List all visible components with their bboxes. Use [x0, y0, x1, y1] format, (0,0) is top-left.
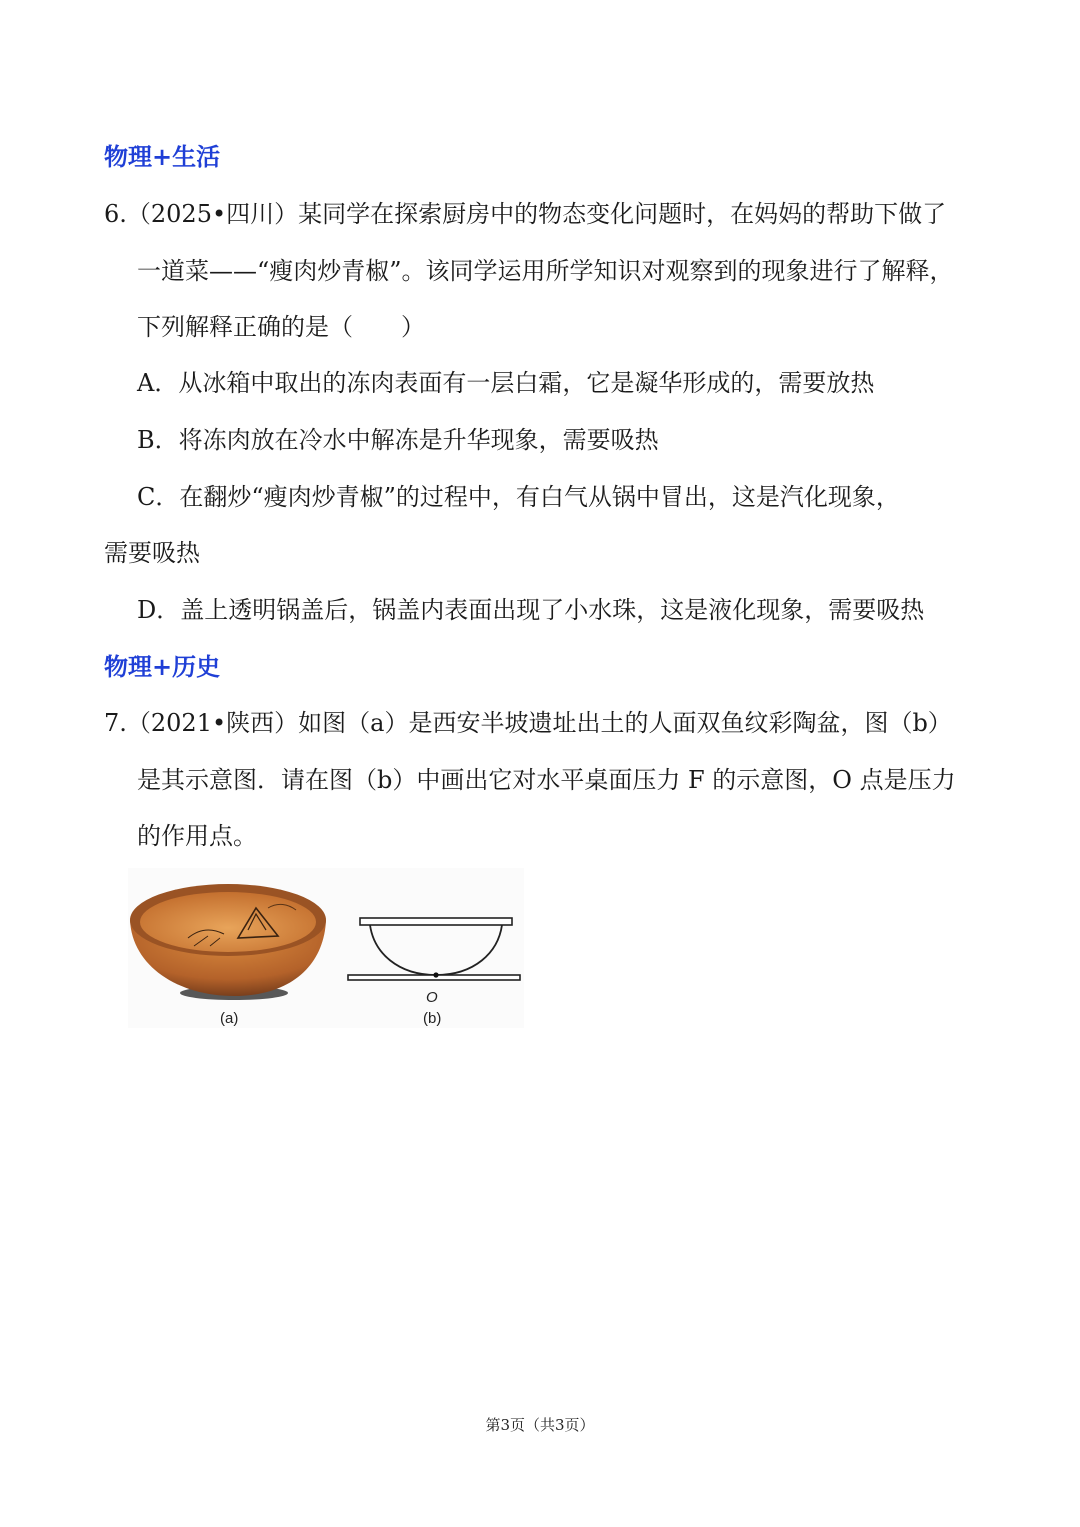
q6-option-c-continued: 需要吸热	[104, 539, 200, 567]
section-heading-physics-history: 物理+历史	[104, 652, 221, 681]
point-o-label: O	[426, 989, 438, 1006]
q6-stem-line-2: 一道菜——“瘦肉炒青椒”。该同学运用所学知识对观察到的现象进行了解释，	[137, 257, 954, 285]
bowl-diagram	[348, 918, 520, 980]
q6-option-a: A．从冰箱中取出的冻肉表面有一层白霜，它是凝华形成的，需要放热	[137, 369, 875, 397]
q6-stem-line-3: 下列解释正确的是（ ）	[137, 313, 425, 341]
point-o-marker	[433, 972, 438, 977]
figure-svg	[128, 868, 524, 1028]
figure-pottery-basin	[128, 868, 524, 1028]
q7-stem-line-2: 是其示意图．请在图（b）中画出它对水平桌面压力 F 的示意图，O 点是压力	[137, 766, 956, 794]
bowl-photo	[130, 884, 326, 1000]
q7-stem-line-1: 7.（2021•陕西）如图（a）是西安半坡遗址出土的人面双鱼纹彩陶盆，图（b）	[104, 709, 952, 737]
page-footer: 第3页（共3页）	[485, 1416, 595, 1434]
q6-option-d: D．盖上透明锅盖后，锅盖内表面出现了小水珠，这是液化现象，需要吸热	[137, 596, 925, 624]
q6-stem-line-1: 6.（2025•四川）某同学在探索厨房中的物态变化问题时，在妈妈的帮助下做了	[104, 200, 947, 228]
q7-stem-line-3: 的作用点。	[137, 822, 257, 850]
figure-label-b: (b)	[423, 1010, 442, 1027]
section-heading-physics-life: 物理+生活	[104, 142, 221, 171]
figure-label-a: (a)	[220, 1010, 239, 1027]
q6-option-b: B．将冻肉放在冷水中解冻是升华现象，需要吸热	[137, 426, 659, 454]
q6-option-c: C．在翻炒“瘦肉炒青椒”的过程中，有白气从锅中冒出，这是汽化现象，	[137, 483, 900, 511]
